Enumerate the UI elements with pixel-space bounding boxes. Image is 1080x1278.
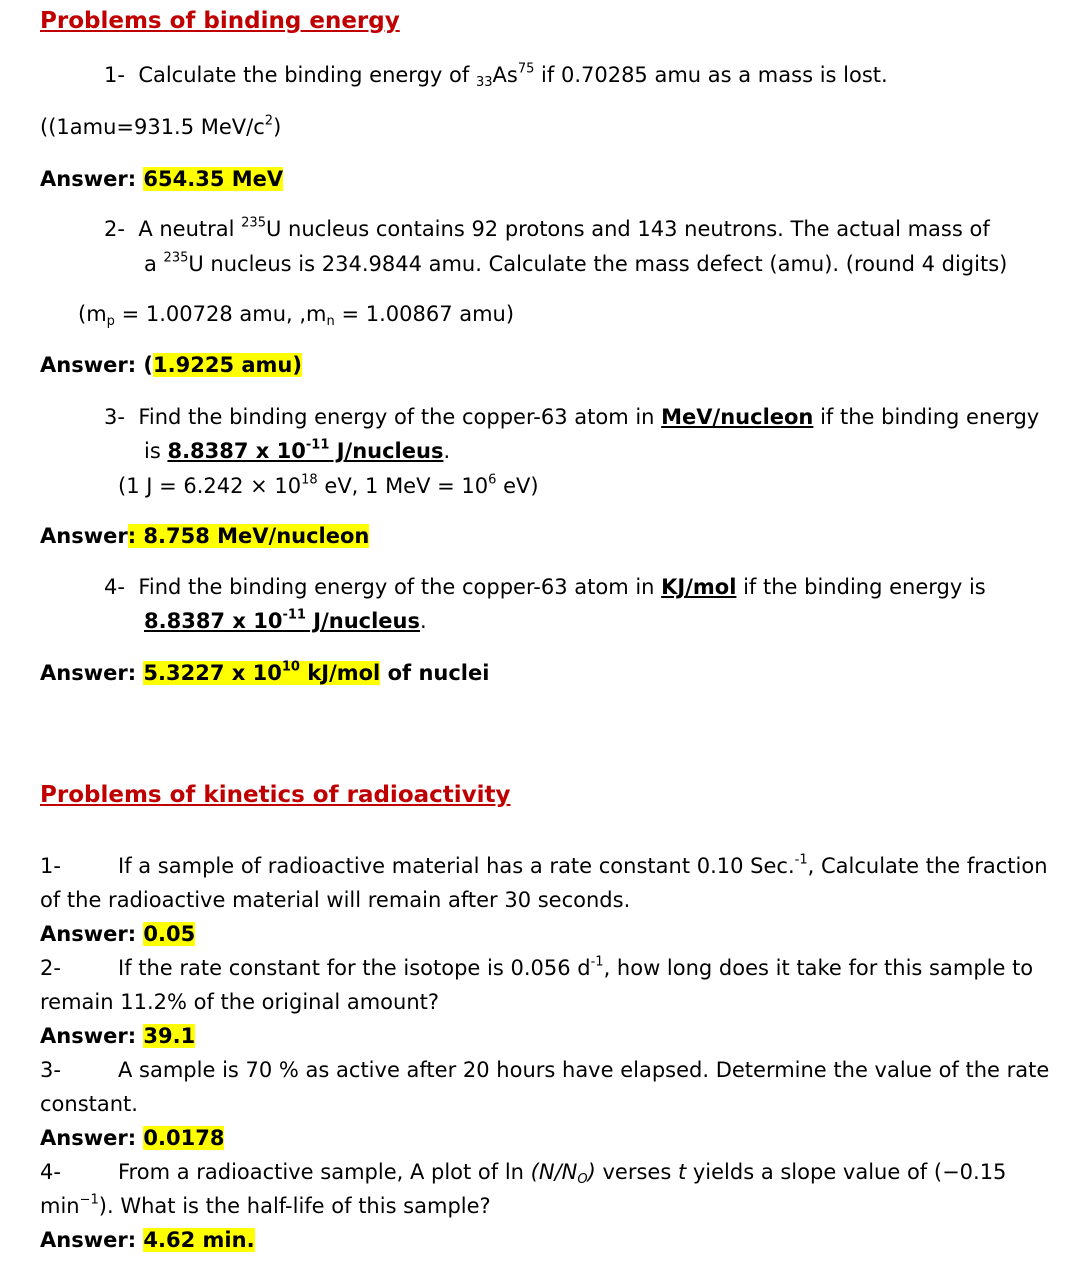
section-title-binding-energy: Problems of binding energy	[40, 8, 400, 34]
binding-q3-line1: 3- Find the binding energy of the copper-63 atom in MeV/nucleon if the binding energy	[104, 405, 1040, 429]
kinetics-q1-answer: Answer: 0.05	[40, 922, 196, 946]
kinetics-q2-line1: 2- If the rate constant for the isotope is 0.056 $d^{-1}$, how long does it take for this sample to	[40, 954, 1034, 980]
binding-q2-answer: Answer: (1.9225 amu)	[40, 353, 302, 377]
binding-q3-given: (1 $J = 6.242 \times 10^{18}$ eV, 1 MeV = $10^6$ eV)	[118, 472, 539, 498]
kinetics-q3-line2: constant.	[40, 1092, 138, 1116]
kinetics-q3-answer: Answer: 0.0178	[40, 1126, 225, 1150]
kinetics-q4-line2: $\min^{-1}$). What is the half-life of this sample?	[40, 1192, 491, 1218]
kinetics-q4-answer: Answer: 4.62 min.	[40, 1228, 255, 1252]
binding-q1-line1: 1- Calculate the binding energy of $_{33}As^{75}$ if 0.70285 amu as a mass is lost.	[104, 61, 888, 90]
kinetics-q3-line1: 3- A sample is 70 % as active after 20 hours have elapsed. Determine the value of the rate	[40, 1058, 1050, 1082]
binding-q2-given: ($m_p = 1.00728$ amu, $,m_n = 1.00867$ amu)	[78, 302, 515, 329]
kinetics-q2-line2: remain 11.2% of the original amount?	[40, 990, 440, 1014]
kinetics-q1-line1: 1- If a sample of radioactive material has a rate constant 0.10 Sec.$^{-1}$, Calculate the fraction	[40, 852, 1048, 878]
binding-q4-line1: 4- Find the binding energy of the copper-63 atom in KJ/mol if the binding energy is	[104, 575, 986, 599]
binding-q3-line2: is 8.8387 x $10^{-11}$ J/nucleus.	[144, 437, 451, 463]
binding-q1-answer: Answer: 654.35 MeV	[40, 167, 284, 191]
binding-q4-answer: Answer: 5.3227 x $10^{10}$ kJ/mol of nuclei	[40, 659, 490, 685]
kinetics-q2-answer: Answer: 39.1	[40, 1024, 196, 1048]
kinetics-q4-line1: 4- From a radioactive sample, A plot of $\ln (N/N_O)$ verses t yields a slope value of (−0.15	[40, 1160, 1007, 1187]
binding-q3-answer: Answer: 8.758 MeV/nucleon	[40, 524, 370, 548]
kinetics-q1-line2: of the radioactive material will remain after 30 seconds.	[40, 888, 631, 912]
binding-q2-line1: 2- A neutral $^{235}$U nucleus contains 92 protons and 143 neutrons. The actual mass of	[104, 215, 990, 241]
section-title-kinetics: Problems of kinetics of radioactivity	[40, 782, 511, 808]
binding-q4-line2: 8.8387 x $10^{-11}$ J/nucleus.	[144, 607, 427, 633]
binding-q1-given: ((1amu=931.5 MeV/$c^2$)	[40, 113, 282, 139]
binding-q2-line2: a $^{235}$U nucleus is 234.9844 amu. Calculate the mass defect (amu). (round 4 digits)	[144, 250, 1008, 276]
